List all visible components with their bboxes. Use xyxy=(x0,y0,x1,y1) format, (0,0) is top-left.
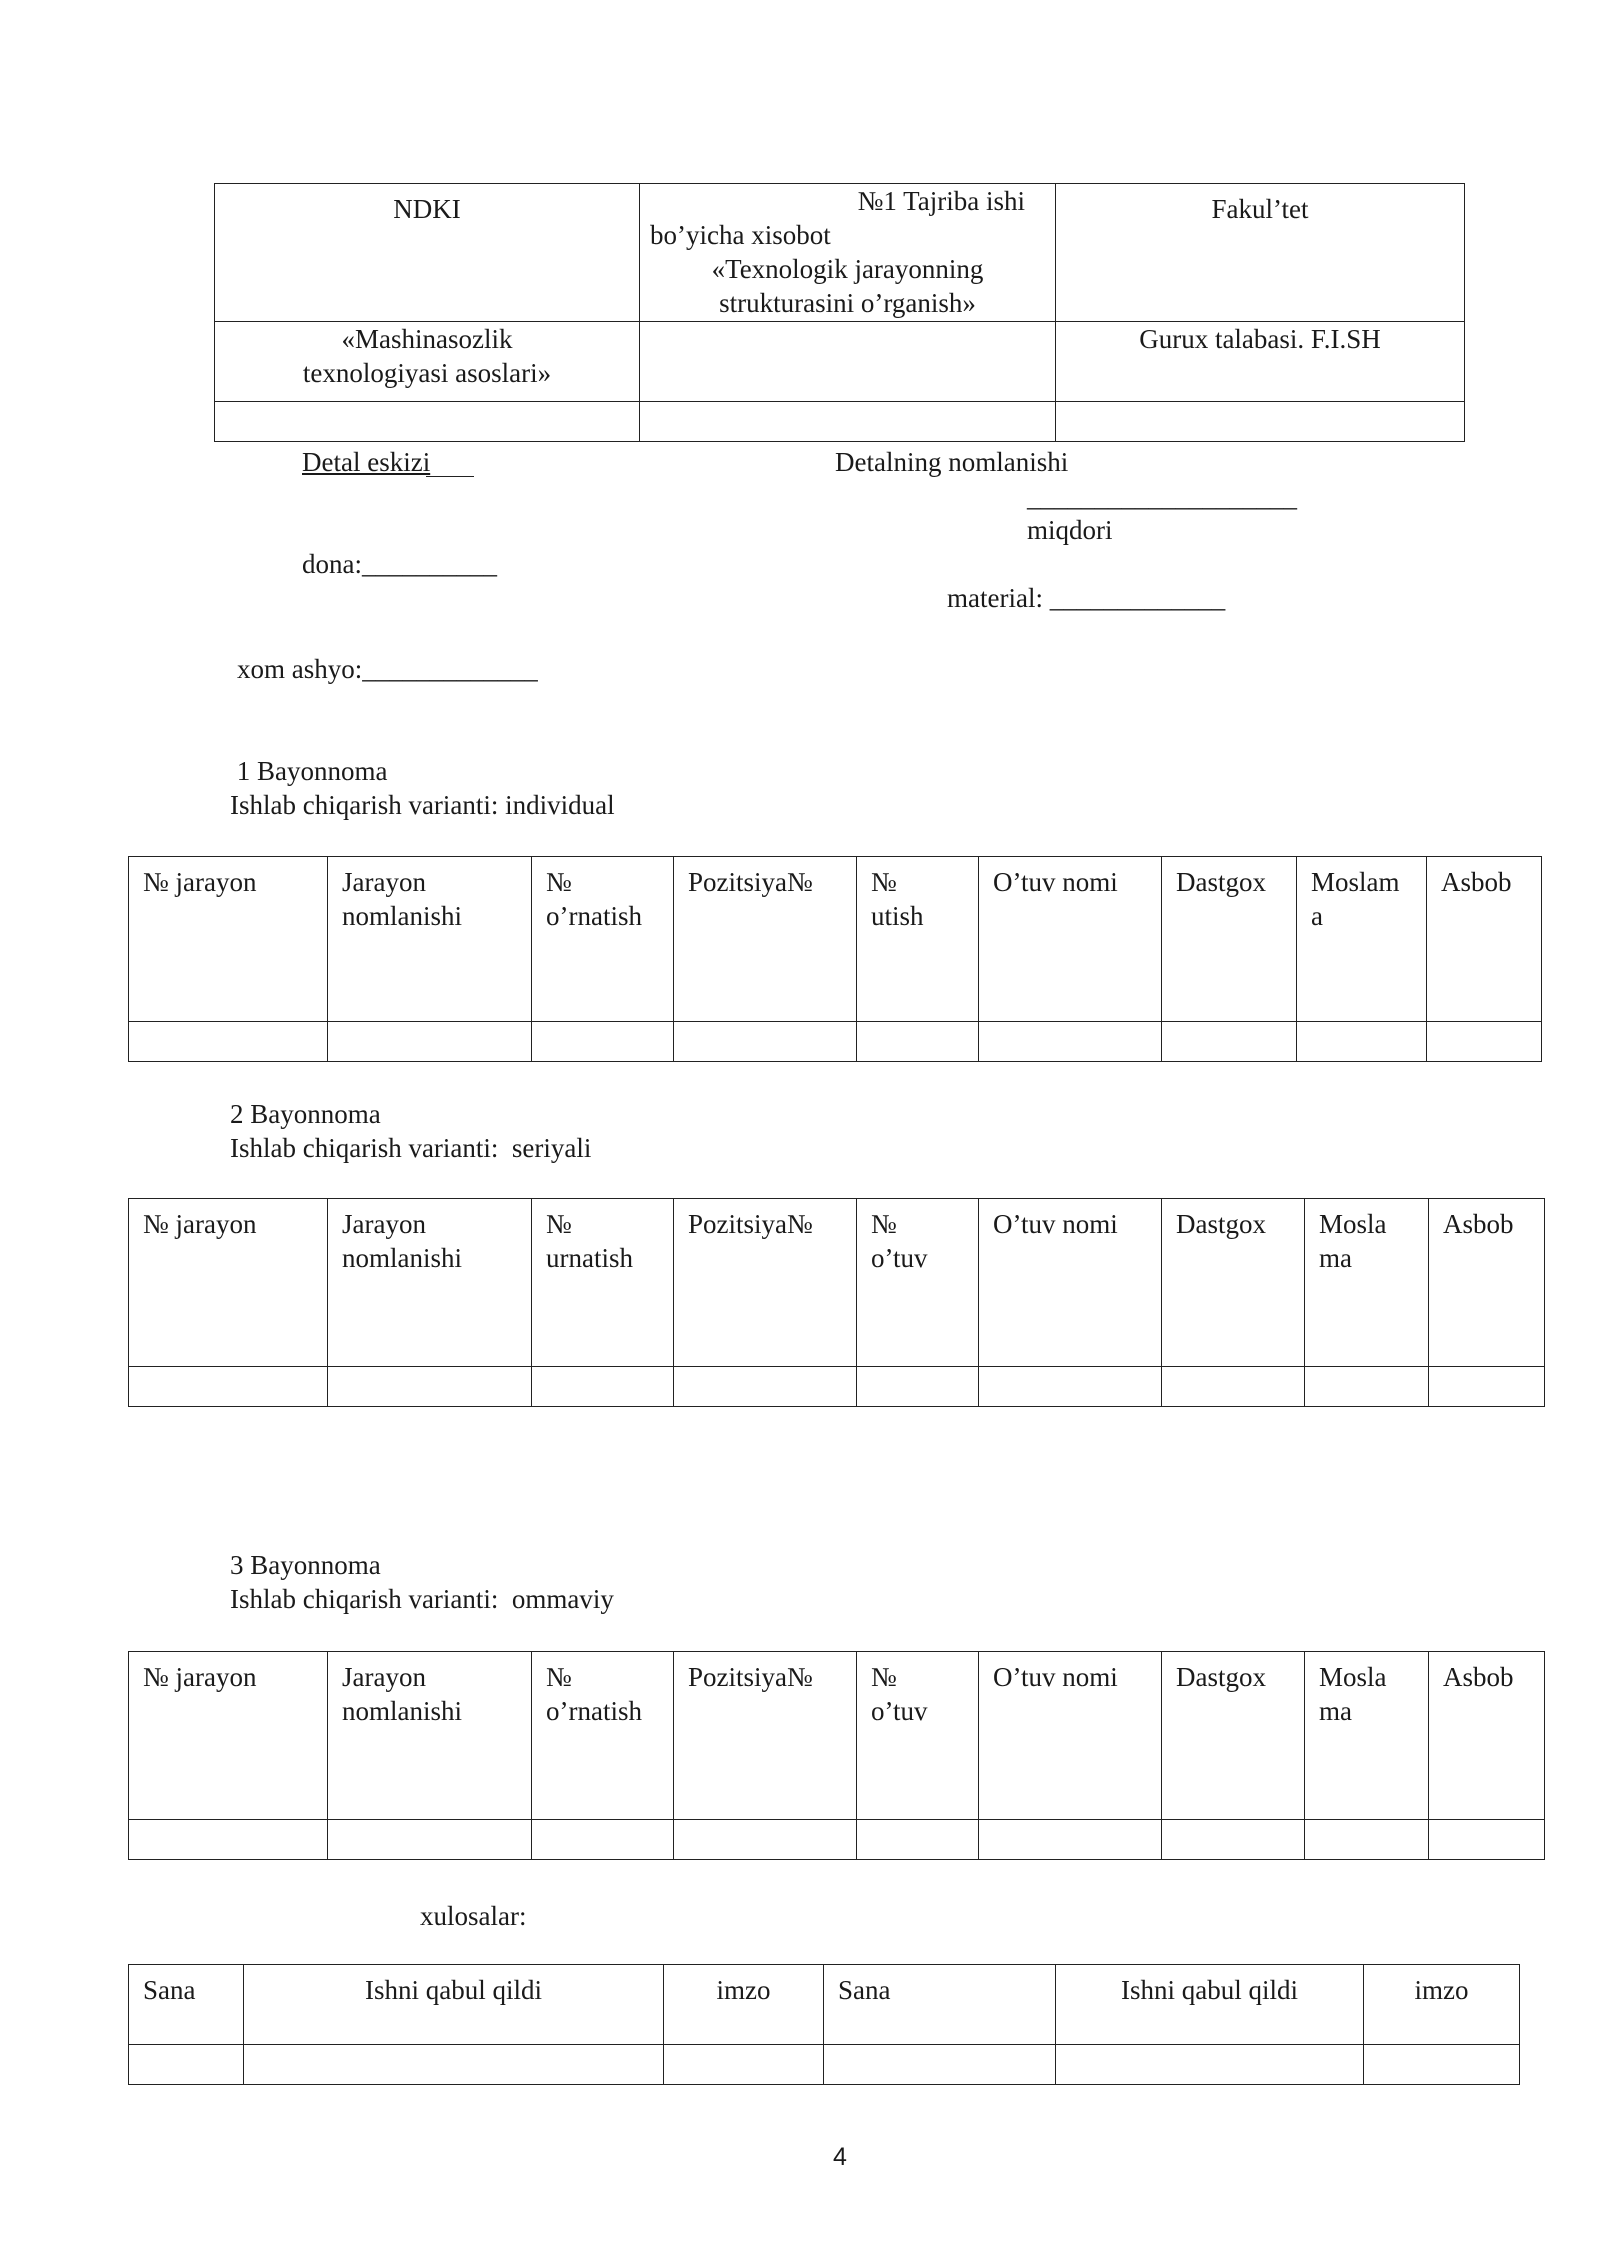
table-row xyxy=(129,1367,1545,1407)
table-cell[interactable] xyxy=(328,1022,532,1062)
table-cell[interactable] xyxy=(532,1367,674,1407)
report-subtitle: bo’yicha xisobot xyxy=(650,220,831,250)
column-header: Asbob xyxy=(1429,1199,1545,1367)
table-cell[interactable] xyxy=(674,1367,857,1407)
column-header: Pozitsiya№ xyxy=(674,1199,857,1367)
column-header: № o’tuv xyxy=(857,1652,979,1820)
table-cell[interactable] xyxy=(979,1022,1162,1062)
signature-table xyxy=(128,1964,1520,2085)
column-header: № urnatish xyxy=(532,1199,674,1367)
table-cell[interactable] xyxy=(1162,1367,1305,1407)
table-cell[interactable] xyxy=(1305,1367,1429,1407)
detail-name-label: Detalning nomlanishi xyxy=(835,447,1069,477)
institute-name: NDKI xyxy=(393,194,461,224)
column-header: Sana xyxy=(824,1965,1056,2045)
faculty-label: Fakul’tet xyxy=(1211,194,1309,224)
table-row xyxy=(129,2045,1520,2085)
column-header: Ishni qabul qildi xyxy=(1056,1965,1364,2045)
column-header: № o’rnatish xyxy=(532,857,674,1022)
column-header: Asbob xyxy=(1429,1652,1545,1820)
table-cell[interactable] xyxy=(1429,1820,1545,1860)
column-header: O’tuv nomi xyxy=(979,857,1162,1022)
column-header: Asbob xyxy=(1427,857,1542,1022)
report-title-cell xyxy=(640,184,1056,322)
column-header: Pozitsiya№ xyxy=(674,1652,857,1820)
table-cell[interactable] xyxy=(1427,1022,1542,1062)
statement-table xyxy=(128,1651,1545,1860)
table-cell[interactable] xyxy=(979,1820,1162,1860)
table-cell[interactable] xyxy=(244,2045,664,2085)
table-cell[interactable] xyxy=(1056,2045,1364,2085)
institute-cell xyxy=(215,184,640,322)
column-header: № o’tuv xyxy=(857,1199,979,1367)
column-header: Sana xyxy=(129,1965,244,2045)
statement-table xyxy=(128,1198,1545,1407)
table-row xyxy=(129,1022,1542,1062)
column-header: № utish xyxy=(857,857,979,1022)
detail-name-line: ____________________ xyxy=(1027,482,1297,512)
table-cell[interactable] xyxy=(328,1820,532,1860)
statement-title: 1 Bayonnoma xyxy=(230,756,388,786)
column-header: № jarayon xyxy=(129,857,328,1022)
table-cell[interactable] xyxy=(129,2045,244,2085)
report-topic-line1: «Texnologik jarayonning xyxy=(711,254,984,284)
column-header: O’tuv nomi xyxy=(979,1652,1162,1820)
table-cell[interactable] xyxy=(129,1820,328,1860)
table-cell[interactable] xyxy=(532,1820,674,1860)
statement-table xyxy=(128,856,1542,1062)
table-cell[interactable] xyxy=(857,1820,979,1860)
column-header: Dastgox xyxy=(1162,1652,1305,1820)
table-cell[interactable] xyxy=(1429,1367,1545,1407)
column-header: Dastgox xyxy=(1162,857,1297,1022)
column-header: imzo xyxy=(664,1965,824,2045)
column-header: Ishni qabul qildi xyxy=(244,1965,664,2045)
table-cell[interactable] xyxy=(1305,1820,1429,1860)
table-cell[interactable] xyxy=(824,2045,1056,2085)
table-cell[interactable] xyxy=(328,1367,532,1407)
column-header: Moslam a xyxy=(1297,857,1427,1022)
column-header: Mosla ma xyxy=(1305,1199,1429,1367)
table-cell[interactable] xyxy=(1162,1820,1305,1860)
statement-variant: Ishlab chiqarish varianti: ommaviy xyxy=(230,1584,614,1614)
report-topic-line2: strukturasini o’rganish» xyxy=(719,288,976,318)
quantity-label: miqdori xyxy=(1027,515,1113,545)
table-cell[interactable] xyxy=(129,1367,328,1407)
table-cell[interactable] xyxy=(674,1022,857,1062)
table-cell[interactable] xyxy=(857,1367,979,1407)
column-header: O’tuv nomi xyxy=(979,1199,1162,1367)
table-cell[interactable] xyxy=(1364,2045,1520,2085)
column-header: Dastgox xyxy=(1162,1199,1305,1367)
statement-variant: Ishlab chiqarish varianti: seriyali xyxy=(230,1133,592,1163)
conclusions-label: xulosalar: xyxy=(420,1901,527,1931)
table-cell[interactable] xyxy=(857,1022,979,1062)
column-header: Jarayon nomlanishi xyxy=(328,1199,532,1367)
empty-cell xyxy=(640,322,1056,402)
column-header: № jarayon xyxy=(129,1199,328,1367)
raw-material-label: xom ashyo:_____________ xyxy=(237,654,538,684)
table-row xyxy=(129,1820,1545,1860)
table-cell[interactable] xyxy=(664,2045,824,2085)
column-header: Pozitsiya№ xyxy=(674,857,857,1022)
table-cell[interactable] xyxy=(1162,1022,1297,1062)
table-cell[interactable] xyxy=(1297,1022,1427,1062)
statement-title: 3 Bayonnoma xyxy=(230,1550,381,1580)
table-cell[interactable] xyxy=(674,1820,857,1860)
detail-sketch-label: Detal eskizi xyxy=(302,447,431,477)
student-label: Gurux talabasi. F.I.SH xyxy=(1056,322,1465,402)
material-label: material: _____________ xyxy=(947,583,1226,613)
report-number: №1 Tajriba ishi xyxy=(857,186,1025,216)
course-name: «Mashinasozlik texnologiyasi asoslari» xyxy=(215,322,640,402)
table-cell[interactable] xyxy=(979,1367,1162,1407)
table-cell[interactable] xyxy=(129,1022,328,1062)
column-header: Jarayon nomlanishi xyxy=(328,1652,532,1820)
page-number: 4 xyxy=(833,2143,847,2171)
column-header: № o’rnatish xyxy=(532,1652,674,1820)
column-header: № jarayon xyxy=(129,1652,328,1820)
faculty-cell xyxy=(1056,184,1465,322)
empty-cell xyxy=(640,402,1056,442)
table-cell[interactable] xyxy=(532,1022,674,1062)
column-header: Mosla ma xyxy=(1305,1652,1429,1820)
header-table xyxy=(214,183,1465,442)
empty-cell xyxy=(1056,402,1465,442)
column-header: Jarayon nomlanishi xyxy=(328,857,532,1022)
underline-tail xyxy=(426,476,474,477)
pieces-label: dona:__________ xyxy=(302,549,497,579)
statement-variant: Ishlab chiqarish varianti: individual xyxy=(230,790,615,820)
statement-title: 2 Bayonnoma xyxy=(230,1099,381,1129)
column-header: imzo xyxy=(1364,1965,1520,2045)
empty-cell xyxy=(215,402,640,442)
